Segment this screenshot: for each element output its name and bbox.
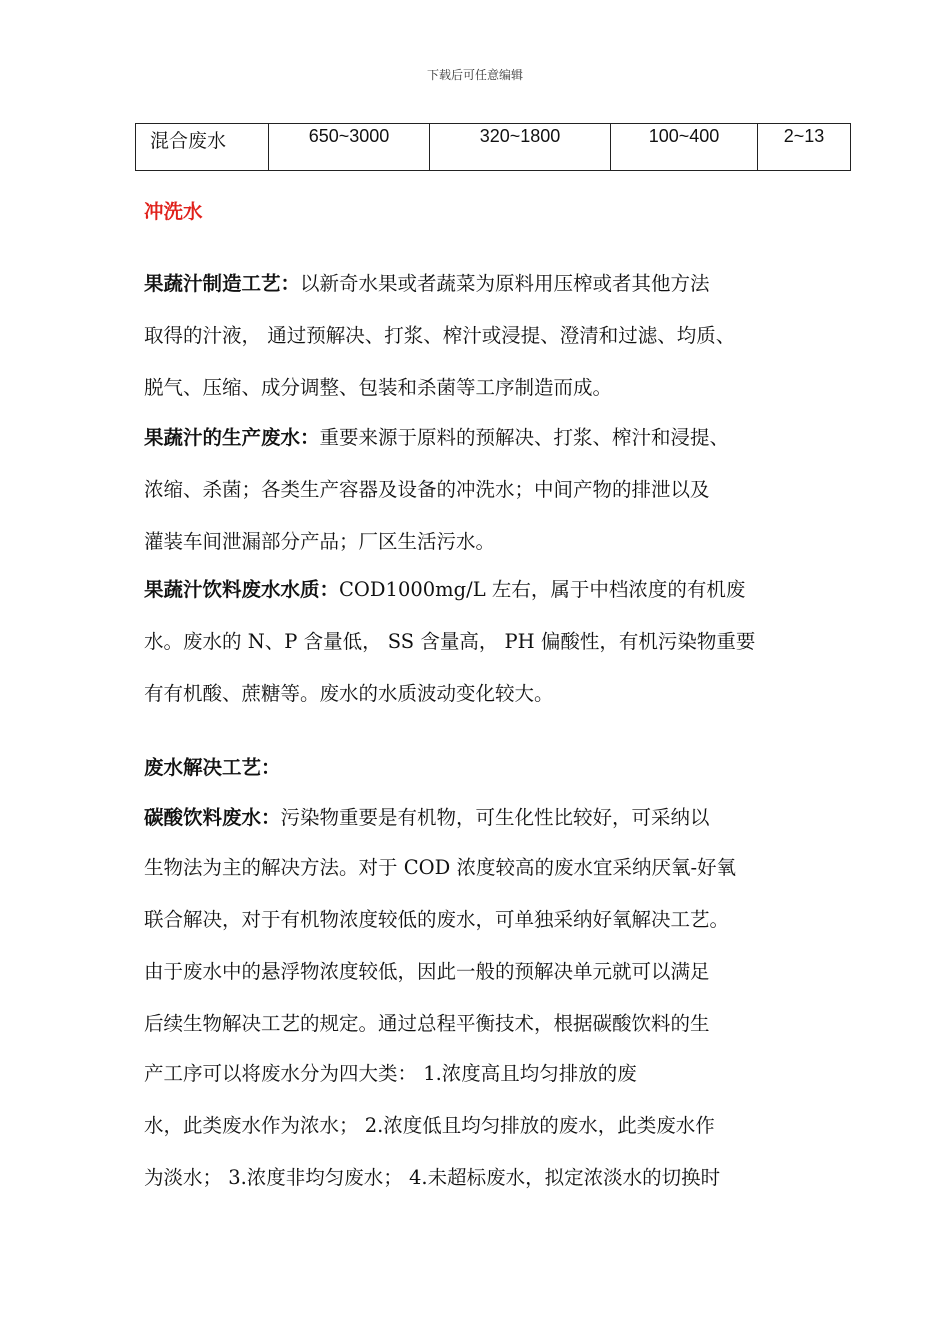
paragraph-line: 浓缩、杀菌；各类生产容器及设备的冲洗水；中间产物的排泄以及: [144, 478, 710, 501]
paragraph-label: 果蔬汁的生产废水：: [144, 426, 320, 449]
paragraph-line: 水，此类废水作为浓水； 2.浓度低且均匀排放的废水，此类废水作: [144, 1114, 715, 1137]
paragraph-text: 重要来源于原料的预解决、打浆、榨汁和浸提、: [319, 426, 730, 449]
paragraph-line: 由于废水中的悬浮物浓度较低，因此一般的预解决单元就可以满足: [144, 960, 710, 983]
table-row: [136, 124, 851, 171]
paragraph-text: 污染物重要是有机物，可生化性比较好，可采纳以: [280, 806, 710, 829]
paragraph-line: 脱气、压缩、成分调整、包装和杀菌等工序制造而成。: [144, 376, 613, 399]
paragraph-line: [144, 802, 710, 830]
paragraph-label: 碳酸饮料废水：: [144, 806, 281, 829]
water-quality-table: [135, 123, 851, 171]
paragraph-line: 取得的汁液， 通过预解决、打浆、榨汁或浸提、澄清和过滤、均质、: [144, 324, 736, 347]
table-cell-v3: 100~400: [611, 124, 758, 171]
paragraph-line: 有有机酸、蔗糖等。废水的水质波动变化较大。: [144, 682, 554, 705]
section-title-wash-water: 冲洗水: [144, 200, 203, 223]
paragraph-line: 联合解决，对于有机物浓度较低的废水，可单独采纳好氧解决工艺。: [144, 908, 730, 931]
paragraph-label: 果蔬汁制造工艺：: [144, 272, 301, 295]
paragraph-line: 生物法为主的解决方法。对于 COD 浓度较高的废水宜采纳厌氧-好氧: [144, 856, 737, 879]
paragraph-line: 为淡水； 3.浓度非均匀废水； 4.未超标废水，拟定浓淡水的切换时: [144, 1166, 721, 1189]
paragraph-line: [144, 268, 710, 296]
paragraph-line: 后续生物解决工艺的规定。通过总程平衡技术，根据碳酸饮料的生: [144, 1012, 710, 1035]
paragraph-text: COD1000mg/L 左右，属于中档浓度的有机废: [339, 578, 746, 601]
paragraph-line: [144, 422, 729, 450]
section-title-treatment: 废水解决工艺：: [144, 756, 281, 779]
paragraph-line: 产工序可以将废水分为四大类： 1.浓度高且均匀排放的废: [144, 1062, 637, 1085]
paragraph-line: 水。废水的 N、P 含量低， SS 含量高， PH 偏酸性，有机污染物重要: [144, 630, 756, 653]
table-cell-v4: 2~13: [758, 124, 851, 171]
page-header: 下载后可任意编辑: [426, 68, 523, 82]
paragraph-text: 以新奇水果或者蔬菜为原料用压榨或者其他方法: [300, 272, 710, 295]
paragraph-line: 灌装车间泄漏部分产品；厂区生活污水。: [144, 530, 496, 553]
paragraph-line: [144, 574, 745, 602]
table-cell-name: 混合废水: [136, 124, 269, 171]
table-cell-v1: 650~3000: [269, 124, 430, 171]
table-cell-v2: 320~1800: [430, 124, 611, 171]
paragraph-label: 果蔬汁饮料废水水质：: [144, 578, 340, 601]
